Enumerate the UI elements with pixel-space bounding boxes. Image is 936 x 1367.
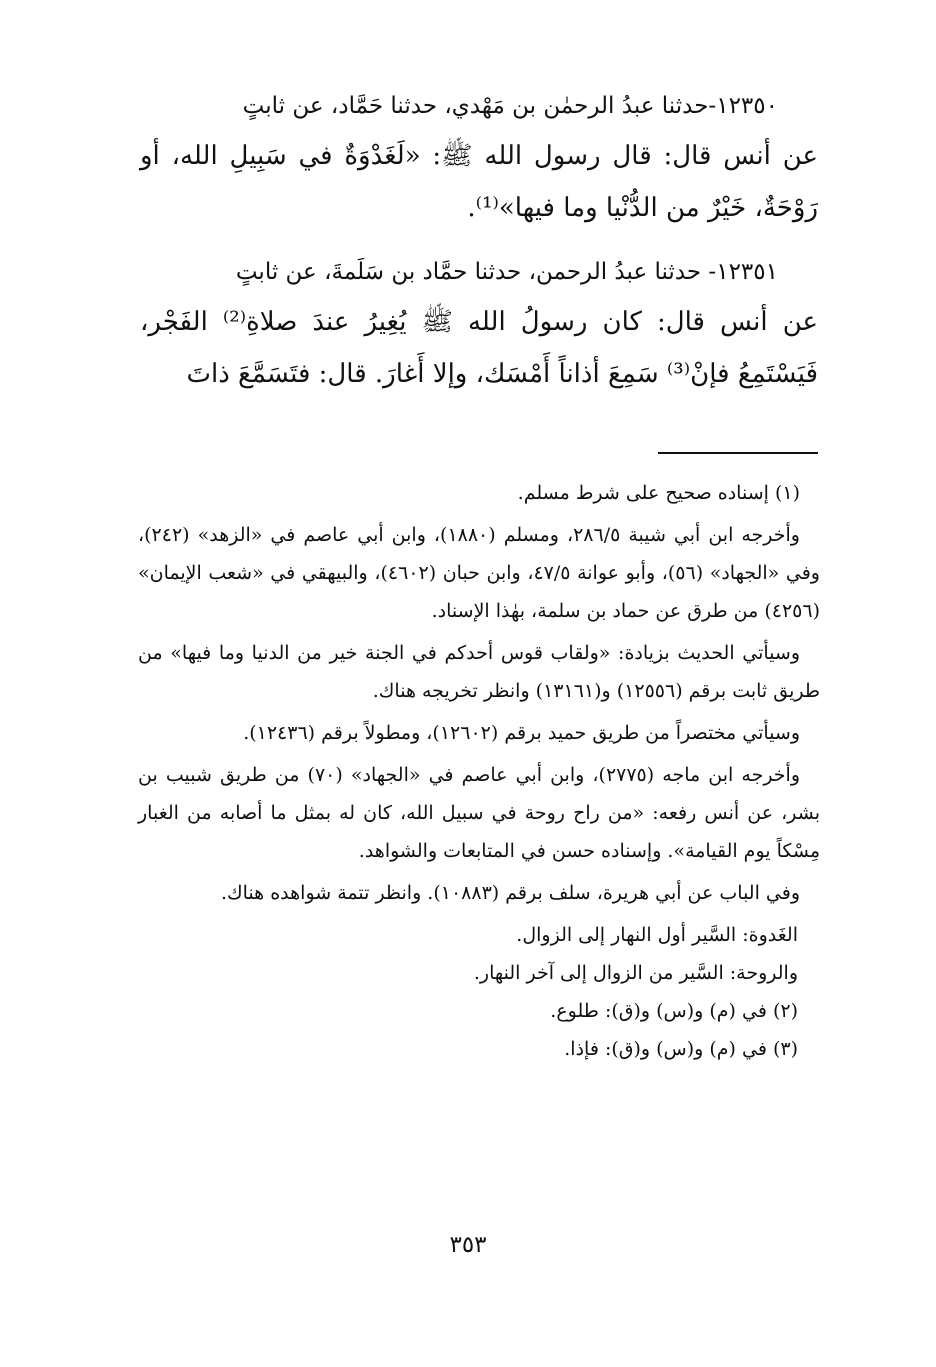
hadith-12350-isnad: ١٢٣٥٠-حدثنا عبدُ الرحمٰن بن مَهْدي، حدثنا حَمَّاد، عن ثابتٍ — [242, 93, 778, 119]
gloss-ghadwa: الغَدوة: السَّير أول النهار إلى الزوال. — [516, 924, 798, 946]
footnote-1: (١) إسناده صحيح على شرط مسلم. — [517, 482, 800, 504]
footnote-paragraph: وأخرجه ابن أبي شيبة ٢٨٦/٥، ومسلم (١٨٨٠)، وابن أبي عاصم في «الزهد» (٢٤٢)، وفي «الجهاد» (٥٦)، وأبو عوانة ٤٧/٥، وابن حبان (٤٦٠٢)، والبيهقي في «شعب الإيمان» (٤٢٥٦) من طرق عن حماد بن سلمة، بهٰذا الإسناد. — [138, 524, 820, 622]
page-number: ٣٥٣ — [449, 1232, 487, 1258]
footnote-paragraph: وسيأتي مختصراً من طريق حميد برقم (١٢٦٠٢)، ومطولاً برقم (١٢٤٣٦). — [243, 722, 800, 744]
footnote-separator — [658, 452, 818, 454]
footnote-2: (٢) في (م) و(س) و(ق): طلوع. — [550, 1000, 798, 1022]
hadith-12351-isnad: ١٢٣٥١- حدثنا عبدُ الرحمن، حدثنا حمَّاد بن سَلَمةَ، عن ثابتٍ — [235, 259, 778, 285]
hadith-12351-matn: عن أنس قال: كان رسولُ الله ﷺ يُغِيرُ عندَ صلاةِ⁽²⁾ الفَجْر، فَيَسْتَمِعُ فإنْ⁽³⁾ سَمِعَ أذاناً أَمْسَك، وإلا أَغارَ. قال: فتَسَمَّعَ ذاتَ — [140, 307, 819, 389]
footnote-paragraph: وأخرجه ابن ماجه (٢٧٧٥)، وابن أبي عاصم في «الجهاد» (٧٠) من طريق شبيب بن بشر، عن أنس رفعه: «من راح روحة في سبيل الله، كان له بمثل ما أصابه من الغبار مِسْكاً يوم القيامة». وإسناده حسن في المتابعات والشواهد. — [138, 764, 820, 862]
footnotes — [138, 474, 820, 1068]
footnote-paragraph: وسيأتي الحديث بزيادة: «ولقاب قوس أحدكم في الجنة خير من الدنيا وما فيها» من طريق ثابت برقم (١٢٥٥٦) و(١٣١٦١) وانظر تخريجه هناك. — [138, 642, 820, 702]
footnote-3: (٣) في (م) و(س) و(ق): فإذا. — [564, 1038, 798, 1060]
main-text — [140, 86, 818, 418]
footnote-paragraph: وفي الباب عن أبي هريرة، سلف برقم (١٠٨٨٣). وانظر تتمة شواهده هناك. — [220, 882, 800, 904]
hadith-12350-matn: عن أنس قال: قال رسول الله ﷺ: «لَغَدْوَةٌ في سَبِيلِ الله، أو رَوْحَةٌ، خَيْرٌ من الدُّنْيا وما فيها»⁽¹⁾. — [140, 141, 818, 223]
gloss-rawha: والروحة: السَّير من الزوال إلى آخر النهار. — [473, 962, 798, 984]
